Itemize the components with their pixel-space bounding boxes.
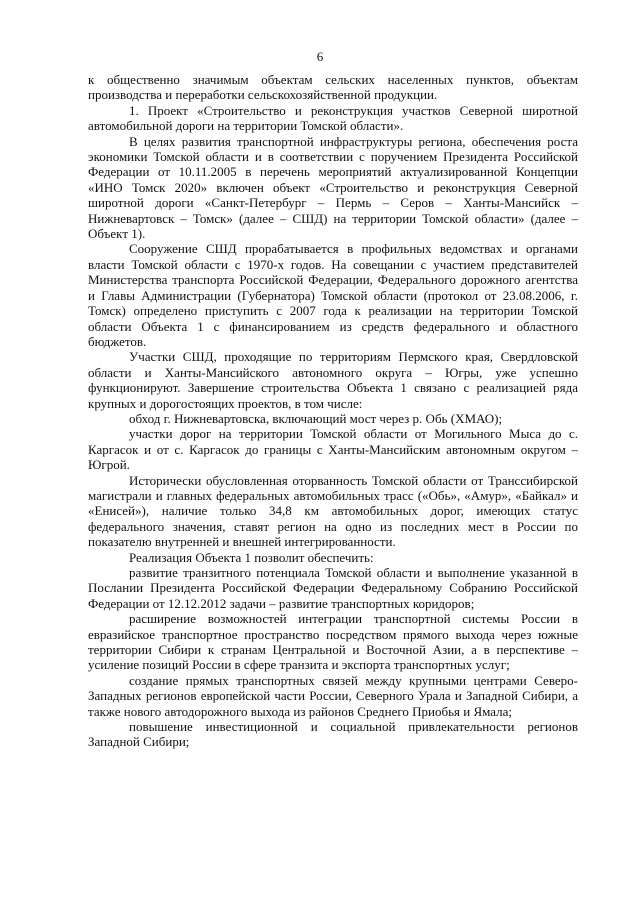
paragraph: В целях развития транспортной инфраструктуры региона, обеспечения роста экономики Томской области и в соответствии с поручением Президента Российской Федерации от 10.11.2005 в перечень мероприятий актуализированной Концепции «ИНО Томск 2020» включен объект «Строительство и реконструкция Северной широтной дороги «Санкт-Петербург – Пермь – Серов – Ханты-Мансийск – Нижневартовск – Томск» (далее – СШД) на территории Томской области» (далее – Объект 1). <box>88 133 578 242</box>
list-item: расширение возможностей интеграции транспортной системы России в евразийское транспортное пространство посредством прямого выхода через южные территории Сибири к странам Центральной и Восточной Азии, а в перспективе – усиление позиций России в сфере транзита и экспорта транспортных услуг; <box>88 611 578 673</box>
page-number: 6 <box>316 49 324 64</box>
paragraph: Реализация Объекта 1 позволит обеспечить: <box>129 549 374 565</box>
paragraph: Участки СШД, проходящие по территориям Пермского края, Свердловской области и Ханты-Мансийского автономного округа – Югры, уже успешно функционируют. Завершение строительства Объекта 1 связано с реализацией ряда крупных и дорогостоящих проектов, в том числе: <box>88 349 578 411</box>
list-item: обход г. Нижневартовска, включающий мост через р. Обь (ХМАО); <box>129 410 503 426</box>
document-body <box>88 72 578 750</box>
paragraph: 1. Проект «Строительство и реконструкция участков Северной широтной автомобильной дороги на территории Томской области». <box>88 102 578 134</box>
list-item: создание прямых транспортных связей между крупными центрами Северо-Западных регионов европейской части России, Северного Урала и Западной Сибири, а также нового автодорожного выхода из районов Среднего Приобья и Ямала; <box>88 672 578 719</box>
list-item: участки дорог на территории Томской области от Могильного Мыса до с. Каргасок и от с. Каргасок до границы с Ханты-Мансийским автономным округом – Югрой. <box>88 426 578 473</box>
paragraph: к общественно значимым объектам сельских населенных пунктов, объектам производства и переработки сельскохозяйственной продукции. <box>88 72 578 103</box>
paragraph: Сооружение СШД прорабатывается в профильных ведомствах и органами власти Томской области с 1970-х годов. На совещании с участием представителей Министерства транспорта Российской Федерации, Федерального дорожного агентства и Главы Администрации (Губернатора) Томской области (протокол от 23.08.2006, г. Томск) определено приступить с 2007 года к реализации на территории Томской области Объекта 1 с финансированием из средств федерального и областного бюджетов. <box>88 241 578 349</box>
list-item: развитие транзитного потенциала Томской области и выполнение указанной в Послании Президента Российской Федерации Федеральному Собранию Российской Федерации от 12.12.2012 задачи – развитие транспортных коридоров; <box>88 565 578 611</box>
list-item: повышение инвестиционной и социальной привлекательности регионов Западной Сибири; <box>88 719 578 750</box>
paragraph: Исторически обусловленная оторванность Томской области от Транссибирской магистрали и главных федеральных автомобильных трасс («Обь», «Амур», «Байкал» и «Енисей»), наличие только 34,8 км автомобильных дорог, имеющих статус федерального значения, ставят регион на одно из последних мест в России по показателю внутренней и внешней интегрированности. <box>88 472 578 550</box>
